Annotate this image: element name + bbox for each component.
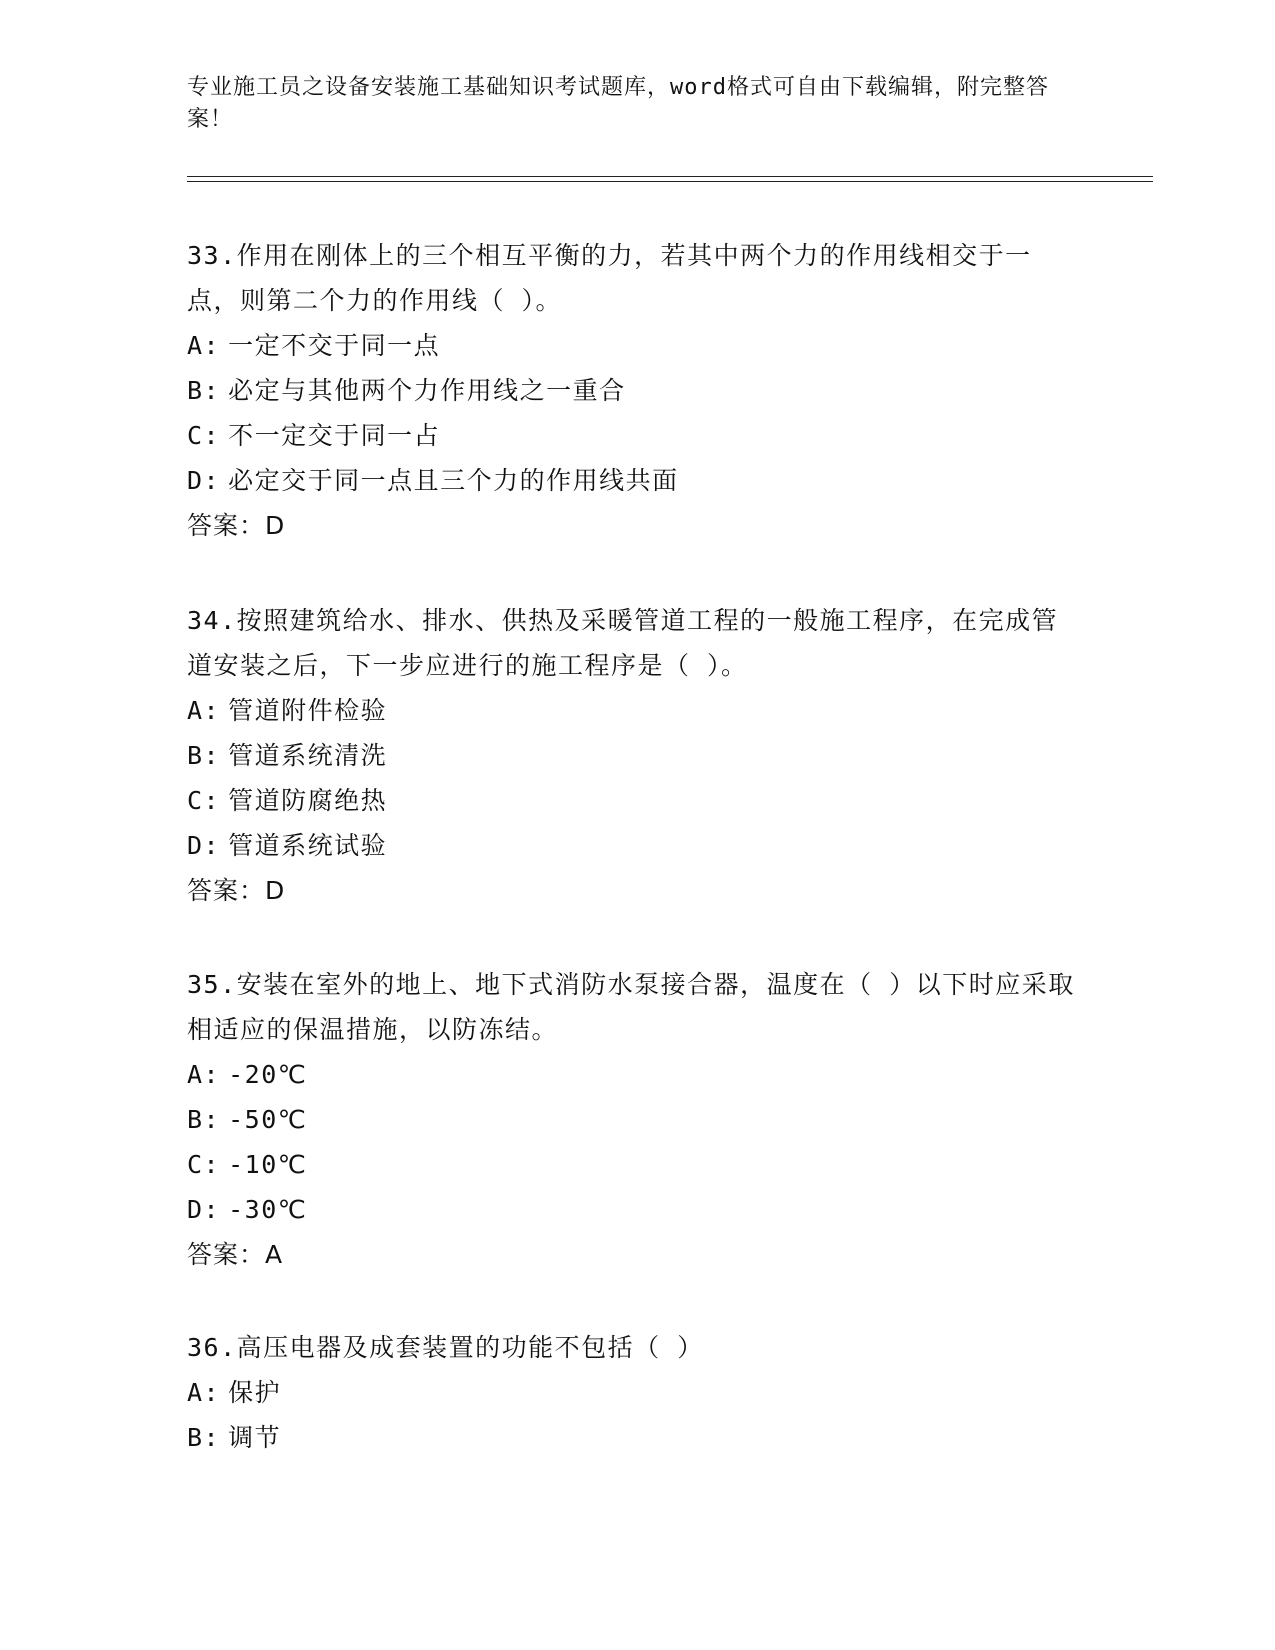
option-c	[187, 778, 1077, 823]
question-33	[187, 233, 1077, 548]
option-letter: A:	[187, 696, 221, 725]
option-text: 必定交于同一点且三个力的作用线共面	[228, 466, 679, 495]
answer-line: 答案：A	[187, 1240, 284, 1269]
option-text: 必定与其他两个力作用线之一重合	[228, 376, 626, 405]
header-divider-top	[187, 176, 1153, 177]
option-letter: B:	[187, 376, 221, 405]
option-text: 保护	[228, 1378, 282, 1407]
question-stem: 34.按照建筑给水、排水、供热及采暖管道工程的一般施工程序，在完成管道安装之后，下一步应进行的施工程序是（ ）。	[187, 606, 1059, 680]
option-text: 管道附件检验	[228, 696, 388, 725]
option-a	[187, 323, 1077, 368]
option-text: 调节	[228, 1423, 282, 1452]
option-b	[187, 1097, 1077, 1142]
question-stem: 33.作用在刚体上的三个相互平衡的力，若其中两个力的作用线相交于一点，则第二个力的作用线（ ）。	[187, 241, 1032, 315]
question-36	[187, 1325, 1077, 1460]
option-text: 管道防腐绝热	[228, 786, 388, 815]
question-35	[187, 962, 1077, 1277]
option-c	[187, 1142, 1077, 1187]
option-text: 一定不交于同一点	[228, 331, 441, 360]
option-text: -20℃	[228, 1060, 308, 1089]
option-letter: B:	[187, 1105, 221, 1134]
option-letter: D:	[187, 466, 221, 495]
option-a	[187, 1370, 1077, 1415]
option-d	[187, 823, 1077, 868]
option-letter: A:	[187, 1060, 221, 1089]
answer-line: 答案：D	[187, 876, 286, 905]
option-letter: A:	[187, 331, 221, 360]
option-b	[187, 733, 1077, 778]
option-text: 不一定交于同一占	[228, 421, 441, 450]
question-stem: 35.安装在室外的地上、地下式消防水泵接合器，温度在（ ）以下时应采取相适应的保温措施，以防冻结。	[187, 970, 1075, 1044]
document-header: 专业施工员之设备安装施工基础知识考试题库，word格式可自由下载编辑，附完整答案！	[187, 75, 1049, 132]
option-b	[187, 1415, 1077, 1460]
question-stem: 36.高压电器及成套装置的功能不包括（ ）	[187, 1333, 704, 1362]
option-a	[187, 1052, 1077, 1097]
option-text: -50℃	[228, 1105, 308, 1134]
option-letter: B:	[187, 1423, 221, 1452]
option-letter: C:	[187, 421, 221, 450]
option-text: 管道系统清洗	[228, 741, 388, 770]
option-text: 管道系统试验	[228, 831, 388, 860]
option-d	[187, 458, 1077, 503]
option-letter: C:	[187, 1150, 221, 1179]
answer-line: 答案：D	[187, 511, 286, 540]
option-a	[187, 688, 1077, 733]
header-divider-bottom	[187, 181, 1153, 182]
option-d	[187, 1187, 1077, 1232]
question-34	[187, 598, 1077, 913]
option-letter: B:	[187, 741, 221, 770]
option-letter: D:	[187, 831, 221, 860]
option-text: -10℃	[228, 1150, 308, 1179]
option-letter: A:	[187, 1378, 221, 1407]
option-letter: C:	[187, 786, 221, 815]
option-text: -30℃	[228, 1195, 308, 1224]
option-b	[187, 368, 1077, 413]
option-letter: D:	[187, 1195, 221, 1224]
option-c	[187, 413, 1077, 458]
